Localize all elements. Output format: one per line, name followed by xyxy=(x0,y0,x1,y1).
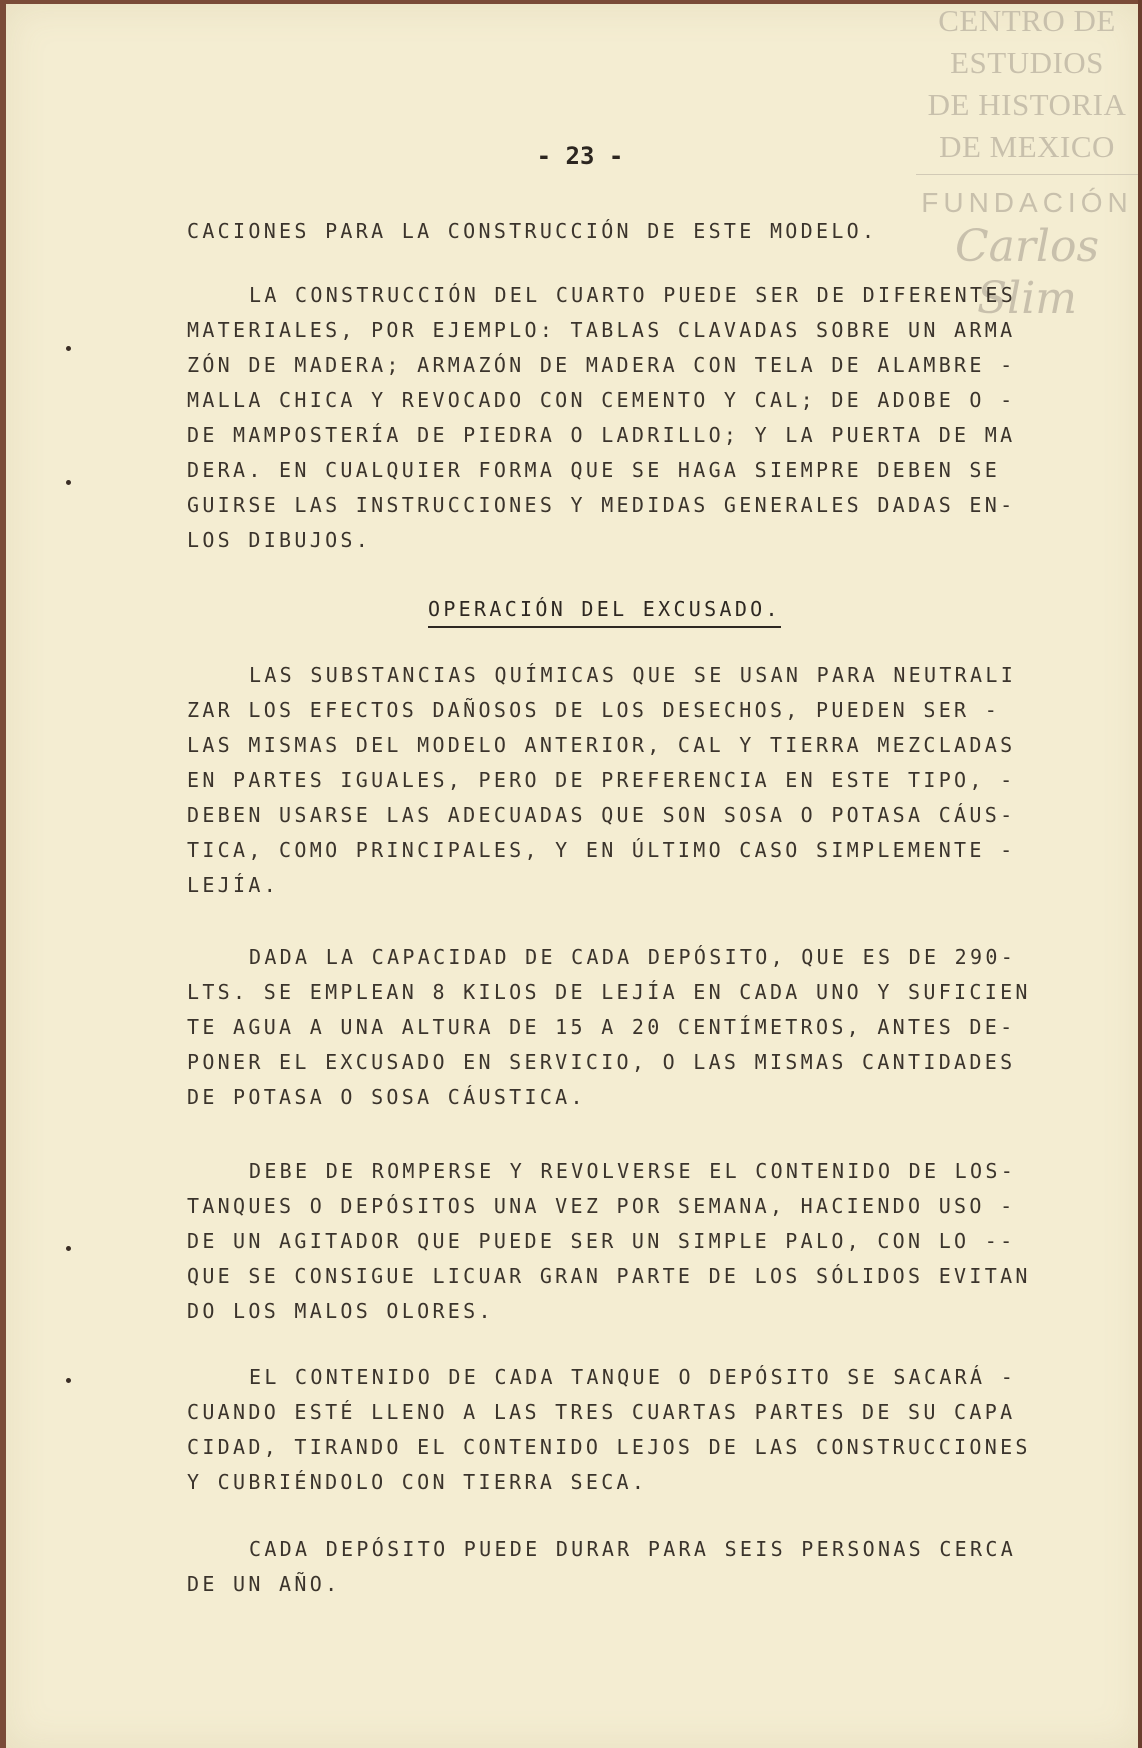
text-line: LTS. SE EMPLEAN 8 KILOS DE LEJÍA EN CADA UNO Y SUFICIEN xyxy=(187,980,1031,1004)
page-number: - 23 - xyxy=(536,142,624,170)
text-line: DO LOS MALOS OLORES. xyxy=(187,1299,494,1323)
text-line: LAS MISMAS DEL MODELO ANTERIOR, CAL Y TIERRA MEZCLADAS xyxy=(187,733,1016,757)
text-line: QUE SE CONSIGUE LICUAR GRAN PARTE DE LOS SÓLIDOS EVITAN xyxy=(187,1264,1031,1288)
watermark-line: ESTUDIOS xyxy=(950,45,1104,80)
text-line: LOS DIBUJOS. xyxy=(187,528,372,552)
text-line: GUIRSE LAS INSTRUCCIONES Y MEDIDAS GENERALES DADAS EN- xyxy=(187,493,1016,517)
paragraph xyxy=(187,1532,1017,1602)
text-line: DEBEN USARSE LAS ADECUADAS QUE SON SOSA O POTASA CÁUS- xyxy=(187,803,1016,827)
margin-mark xyxy=(66,346,71,351)
text-line: CADA DEPÓSITO PUEDE DURAR PARA SEIS PERSONAS CERCA xyxy=(249,1537,1017,1561)
text-line: LA CONSTRUCCIÓN DEL CUARTO PUEDE SER DE DIFERENTES xyxy=(249,283,1017,307)
text-line: DE MAMPOSTERÍA DE PIEDRA O LADRILLO; Y LA PUERTA DE MA xyxy=(187,423,1016,447)
text-line: Y CUBRIÉNDOLO CON TIERRA SECA. xyxy=(187,1470,648,1494)
section-heading: OPERACIÓN DEL EXCUSADO. xyxy=(428,594,781,628)
paragraph xyxy=(187,214,1007,249)
text-line: MATERIALES, POR EJEMPLO: TABLAS CLAVADAS SOBRE UN ARMA xyxy=(187,318,1016,342)
paragraph xyxy=(187,1154,1031,1329)
watermark-line: CENTRO DE xyxy=(938,3,1116,38)
text-line: EN PARTES IGUALES, PERO DE PREFERENCIA EN ESTE TIPO, - xyxy=(187,768,1016,792)
paragraph xyxy=(187,1360,1031,1500)
watermark-divider xyxy=(916,174,1138,175)
text-line: DE POTASA O SOSA CÁUSTICA. xyxy=(187,1085,586,1109)
margin-mark xyxy=(66,480,71,485)
text-line: PONER EL EXCUSADO EN SERVICIO, O LAS MISMAS CANTIDADES xyxy=(187,1050,1016,1074)
margin-mark xyxy=(66,1246,71,1251)
text-line: MALLA CHICA Y REVOCADO CON CEMENTO Y CAL; DE ADOBE O - xyxy=(187,388,1016,412)
text-line: CUANDO ESTÉ LLENO A LAS TRES CUARTAS PARTES DE SU CAPA xyxy=(187,1400,1016,1424)
watermark-line: DE HISTORIA xyxy=(927,87,1127,122)
text-line: DERA. EN CUALQUIER FORMA QUE SE HAGA SIEMPRE DEBEN SE xyxy=(187,458,1001,482)
text-line: DEBE DE ROMPERSE Y REVOLVERSE EL CONTENIDO DE LOS- xyxy=(249,1159,1017,1183)
text-line: TICA, COMO PRINCIPALES, Y EN ÚLTIMO CASO SIMPLEMENTE - xyxy=(187,838,1016,862)
text-line: EL CONTENIDO DE CADA TANQUE O DEPÓSITO SE SACARÁ - xyxy=(249,1365,1017,1389)
paragraph xyxy=(187,278,1017,558)
text-line: LAS SUBSTANCIAS QUÍMICAS QUE SE USAN PARA NEUTRALI xyxy=(249,663,1017,687)
text-line: LEJÍA. xyxy=(187,873,280,897)
text-line: DE UN AGITADOR QUE PUEDE SER UN SIMPLE PALO, CON LO -- xyxy=(187,1229,1016,1253)
text-line: TE AGUA A UNA ALTURA DE 15 A 20 CENTÍMETROS, ANTES DE- xyxy=(187,1015,1016,1039)
text-line: CACIONES PARA LA CONSTRUCCIÓN DE ESTE MODELO. xyxy=(187,219,878,243)
margin-mark xyxy=(66,1378,71,1383)
text-line: TANQUES O DEPÓSITOS UNA VEZ POR SEMANA, HACIENDO USO - xyxy=(187,1194,1016,1218)
text-line: CIDAD, TIRANDO EL CONTENIDO LEJOS DE LAS CONSTRUCCIONES xyxy=(187,1435,1031,1459)
text-line: DE UN AÑO. xyxy=(187,1572,341,1596)
paragraph xyxy=(187,658,1017,903)
text-line: ZAR LOS EFECTOS DAÑOSOS DE LOS DESECHOS, PUEDEN SER - xyxy=(187,698,1001,722)
text-line: DADA LA CAPACIDAD DE CADA DEPÓSITO, QUE ES DE 290- xyxy=(249,945,1017,969)
text-line: ZÓN DE MADERA; ARMAZÓN DE MADERA CON TELA DE ALAMBRE - xyxy=(187,353,1016,377)
paragraph xyxy=(187,940,1031,1115)
watermark-line: DE MEXICO xyxy=(939,129,1115,164)
watermark-foundation: FUNDACIÓN xyxy=(921,187,1133,218)
watermark-signature: Carlos Slim xyxy=(954,221,1100,324)
